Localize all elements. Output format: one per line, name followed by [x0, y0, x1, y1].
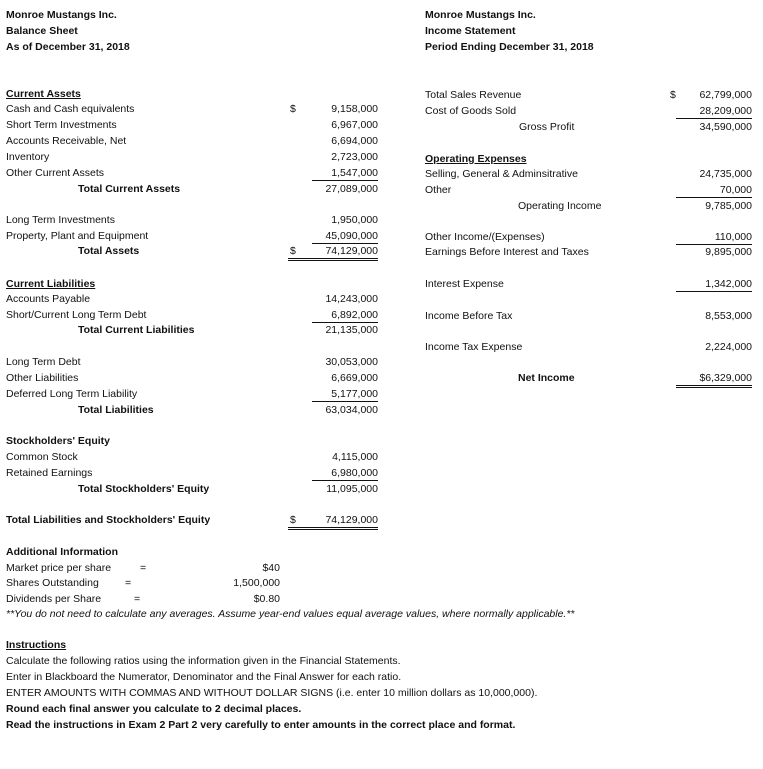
cogs-value: 28,209,000: [676, 105, 752, 119]
dtl-value: 5,177,000: [312, 388, 378, 402]
sti-label: Short Term Investments: [6, 119, 117, 131]
sales-label: Total Sales Revenue: [425, 89, 522, 101]
tlse-row-total: [288, 514, 378, 530]
tca-label: Total Current Assets: [78, 183, 181, 195]
dtl-label: Deferred Long Term Liability: [6, 388, 138, 400]
tcl-value: 21,135,000: [325, 324, 378, 336]
current-assets-header: Current Assets: [6, 88, 81, 100]
other-expense-label: Other: [425, 184, 452, 196]
dividends-label: Dividends per Share: [6, 593, 102, 605]
tax-label: Income Tax Expense: [425, 341, 523, 353]
is-company: Monroe Mustangs Inc.: [425, 9, 536, 21]
tl-value: 63,034,000: [325, 404, 378, 416]
bs-company: Monroe Mustangs Inc.: [6, 9, 117, 21]
sales-dollar: $: [670, 89, 676, 101]
current-liabilities-header: Current Liabilities: [6, 278, 96, 290]
cs-value: 4,115,000: [332, 451, 378, 463]
price-value: $40: [262, 562, 280, 574]
instruction-line-3: ENTER AMOUNTS WITH COMMAS AND WITHOUT DOLLAR SIGNS (i.e. enter 10 million dollars as 10,000,000).: [6, 687, 538, 699]
sga-value: 24,735,000: [699, 168, 752, 180]
operating-income-value: 9,785,000: [705, 200, 752, 212]
bs-date: As of December 31, 2018: [6, 41, 130, 53]
instruction-line-2: Enter in Blackboard the Numerator, Denominator and the Final Answer for each ratio.: [6, 671, 402, 683]
operating-income-label: Operating Income: [518, 200, 602, 212]
ta-dollar: $: [290, 245, 296, 257]
ar-value: 6,694,000: [331, 135, 378, 147]
ta-row-total: [288, 245, 378, 261]
oca-value: 1,547,000: [312, 167, 378, 181]
sga-label: Selling, General & Adminsitrative: [425, 168, 578, 180]
gross-profit-value: 34,590,000: [699, 121, 752, 133]
ppe-label: Property, Plant and Equipment: [6, 230, 149, 242]
is-title: Income Statement: [425, 25, 516, 37]
other-income-value: 110,000: [676, 231, 752, 245]
cash-label: Cash and Cash equivalents: [6, 103, 135, 115]
st-debt-value: 6,892,000: [312, 309, 378, 323]
other-expense-value: 70,000: [676, 184, 752, 198]
tcl-label: Total Current Liabilities: [78, 324, 195, 336]
tl-label: Total Liabilities: [78, 404, 154, 416]
price-equals: =: [140, 562, 147, 574]
st-debt-label: Short/Current Long Term Debt: [6, 309, 147, 321]
instructions-header: Instructions: [6, 639, 67, 651]
tca-value: 27,089,000: [325, 183, 378, 195]
ap-value: 14,243,000: [325, 293, 378, 305]
is-period: Period Ending December 31, 2018: [425, 41, 594, 53]
shares-label: Shares Outstanding: [6, 577, 99, 589]
ol-value: 6,669,000: [331, 372, 378, 384]
dividends-equals: =: [134, 593, 141, 605]
ebit-label: Earnings Before Interest and Taxes: [425, 246, 589, 258]
additional-info-header: Additional Information: [6, 546, 118, 558]
cogs-label: Cost of Goods Sold: [425, 105, 517, 117]
sales-value: 62,799,000: [699, 89, 752, 101]
net-income-label: Net Income: [518, 372, 575, 384]
ibt-value: 8,553,000: [705, 310, 752, 322]
cash-value: 9,158,000: [331, 103, 378, 115]
ebit-value: 9,895,000: [705, 246, 752, 258]
inventory-value: 2,723,000: [331, 151, 378, 163]
se-header: Stockholders' Equity: [6, 435, 111, 447]
ppe-value: 45,090,000: [312, 230, 378, 244]
inventory-label: Inventory: [6, 151, 50, 163]
shares-value: 1,500,000: [233, 577, 280, 589]
price-label: Market price per share: [6, 562, 112, 574]
cash-dollar: $: [290, 103, 296, 115]
tax-value: 2,224,000: [705, 341, 752, 353]
dividends-value: $0.80: [253, 593, 280, 605]
tlse-dollar: $: [290, 514, 296, 526]
tse-label: Total Stockholders' Equity: [78, 483, 210, 495]
ap-label: Accounts Payable: [6, 293, 91, 305]
opex-header: Operating Expenses: [425, 153, 527, 165]
ar-label: Accounts Receivable, Net: [6, 135, 127, 147]
ta-value: 74,129,000: [325, 245, 378, 257]
ltd-label: Long Term Debt: [6, 356, 81, 368]
ol-label: Other Liabilities: [6, 372, 79, 384]
cs-label: Common Stock: [6, 451, 78, 463]
instruction-line-4: Round each final answer you calculate to 2 decimal places.: [6, 703, 302, 715]
net-income-value: $6,329,000: [676, 372, 752, 388]
other-income-label: Other Income/(Expenses): [425, 231, 545, 243]
gross-profit-label: Gross Profit: [519, 121, 575, 133]
tlse-label: Total Liabilities and Stockholders' Equity: [6, 514, 211, 526]
ibt-label: Income Before Tax: [425, 310, 513, 322]
lti-label: Long Term Investments: [6, 214, 115, 226]
re-label: Retained Earnings: [6, 467, 93, 479]
instruction-line-5: Read the instructions in Exam 2 Part 2 very carefully to enter amounts in the correct place and format.: [6, 719, 516, 731]
interest-label: Interest Expense: [425, 278, 504, 290]
tlse-value: 74,129,000: [325, 514, 378, 526]
instruction-line-1: Calculate the following ratios using the information given in the Financial Statements.: [6, 655, 401, 667]
ta-label: Total Assets: [78, 245, 140, 257]
oca-label: Other Current Assets: [6, 167, 105, 179]
tse-value: 11,095,000: [326, 483, 378, 495]
bs-title: Balance Sheet: [6, 25, 78, 37]
interest-value: 1,342,000: [676, 278, 752, 292]
shares-equals: =: [125, 577, 132, 589]
lti-value: 1,950,000: [331, 214, 378, 226]
sti-value: 6,967,000: [331, 119, 378, 131]
re-value: 6,980,000: [312, 467, 378, 481]
averages-note: **You do not need to calculate any averages. Assume year-end values equal average values, where normally applicable.**: [6, 608, 575, 620]
ltd-value: 30,053,000: [325, 356, 378, 368]
